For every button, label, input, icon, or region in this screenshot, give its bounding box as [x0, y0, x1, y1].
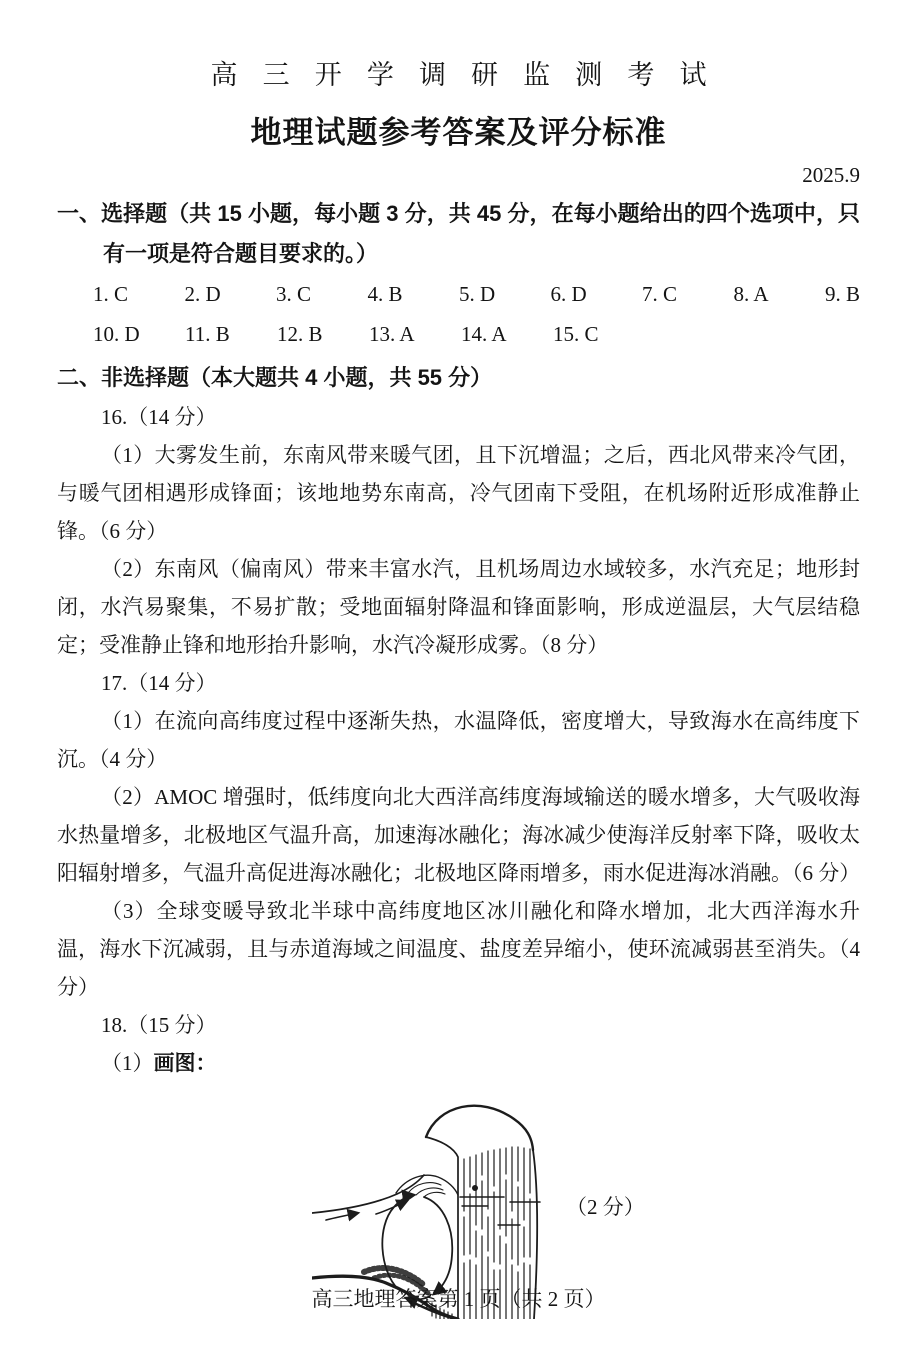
q16-answer-1: （1）大雾发生前，东南风带来暖气团，且下沉增温；之后，西北风带来冷气团，与暖气团相遇形成锋面；该地地势东南高，冷气团南下受阻，在机场附近形成准静止锋。（6 分） [57, 443, 860, 543]
answer-key-title: 地理试题参考答案及评分标准 [250, 115, 667, 150]
answer-item: 3. C [276, 282, 312, 306]
answer-item: 9. B [825, 282, 861, 306]
q18-answer-1-line [57, 1044, 860, 1083]
section-free-heading: 二、非选择题（本大题共 4 小题，共 55 分） [57, 365, 493, 390]
answer-item: 5. D [459, 282, 496, 306]
q17-answer-3: （3）全球变暖导致北半球中高纬度地区冰川融化和降水增加，北大西洋海水升温，海水下沉减弱，且与赤道海域之间温度、盐度差异缩小，使环流减弱甚至消失。（4 分） [57, 899, 860, 999]
figure-score-caption: （2 分） [566, 1195, 645, 1219]
answer-item: 6. D [550, 282, 587, 306]
answer-item: 7. C [642, 282, 678, 306]
q18-answer-1-text: 画图： [153, 1052, 217, 1075]
answer-item: 11. B [185, 322, 230, 346]
choice-answers-row-2 [57, 314, 860, 354]
answer-item: 1. C [93, 282, 129, 306]
answer-item: 4. B [367, 282, 403, 306]
choice-answers-row-1 [57, 274, 860, 314]
answer-item: 15. C [553, 322, 599, 346]
q17-answer-1: （1）在流向高纬度过程中逐渐失热，水温降低，密度增大，导致海水在高纬度下沉。（4 分） [57, 709, 860, 771]
answer-item: 14. A [461, 322, 507, 346]
q18-label: 18.（15 分） [101, 1013, 217, 1037]
page-number-footer: 高三地理答案第 1 页（共 2 页） [311, 1287, 606, 1311]
figure-dot [472, 1185, 478, 1191]
exam-title: 高 三 开 学 调 研 监 测 考 试 [210, 60, 716, 90]
q18-answer-1-marker: （1） [101, 1051, 154, 1075]
q16-label: 16.（14 分） [101, 405, 217, 429]
answer-item: 8. A [733, 282, 769, 306]
answer-item: 13. A [369, 322, 415, 346]
q17-answer-2: （2）AMOC 增强时，低纬度向北大西洋高纬度海域输送的暖水增多，大气吸收海水热量增多，北极地区气温升高，加速海冰融化；海冰减少使海洋反射率下降，吸收太阳辐射增多，气温升高促进海冰融化；北极地区降雨增多，雨水促进海冰消融。（6 分） [57, 785, 861, 885]
q16-answer-2: （2）东南风（偏南风）带来丰富水汽，且机场周边水域较多，水汽充足；地形封闭，水汽易聚集，不易扩散；受地面辐射降温和锋面影响，形成逆温层，大气层结稳定；受准静止锋和地形抬升影响，水汽冷凝形成雾。（8 分） [57, 557, 860, 657]
answer-item: 2. D [184, 282, 221, 306]
section-choice-heading: 一、选择题（共 15 小题，每小题 3 分，共 45 分，在每小题给出的四个选项中，只有一项是符合题目要求的。） [57, 201, 860, 266]
q17-label: 17.（14 分） [101, 671, 217, 695]
answer-item: 12. B [277, 322, 323, 346]
answer-item: 10. D [93, 322, 140, 346]
exam-date: 2025.9 [802, 163, 860, 187]
